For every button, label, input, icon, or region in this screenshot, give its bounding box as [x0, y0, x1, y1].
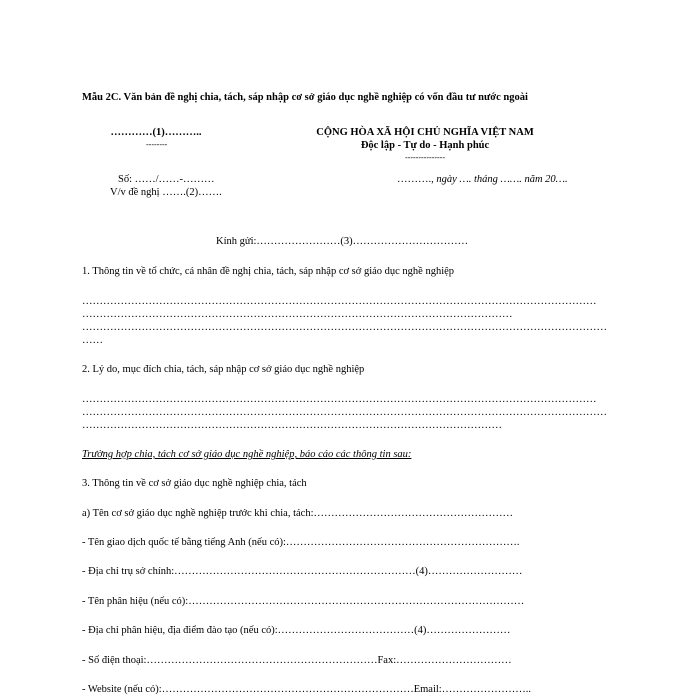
organization-underline: --------	[146, 140, 168, 149]
section-2-dots-line: …………………………………………………………………………………………………………	[82, 420, 502, 431]
section-1-heading: 1. Thông tin về tổ chức, cá nhân đề nghị chia, tách, sáp nhập cơ sở giáo dục nghề nghiệp	[82, 266, 455, 277]
section-1-dots-line: ……	[82, 335, 103, 346]
section-3-item: - Tên phân hiệu (nếu có):……………………………………………………………………………………	[82, 596, 525, 607]
organization-placeholder: …………(1)………..	[110, 127, 202, 138]
section-2-heading: 2. Lý do, mục đích chia, tách, sáp nhập cơ sở giáo dục nghề nghiệp	[82, 364, 365, 375]
place-date	[397, 173, 568, 186]
section-1-dots-line: ……………………………………………………………………………………………………………………………………	[82, 322, 607, 333]
section-3-item: - Địa chỉ trụ sở chính:……………………………………………………………(4)………………………	[82, 566, 523, 577]
document-number: Số: ……/……-………	[118, 174, 215, 185]
document-title: Mẫu 2C. Văn bản đề nghị chia, tách, sáp nhập cơ sở giáo dục nghề nghiệp có vốn đầu tư nước ngoài	[82, 92, 528, 103]
section-3-heading: 3. Thông tin về cơ sở giáo dục nghề nghiệp chia, tách	[82, 478, 307, 489]
section-3-item: - Địa chỉ phân hiệu, địa điểm đào tạo (nếu có):…………………………………(4)……………………	[82, 625, 511, 636]
section-3-item: - Số điện thoại:…………………………………………………………Fax:……………………………	[82, 655, 512, 666]
document-subject: V/v đề nghị …….(2)…….	[110, 187, 222, 198]
section-1-dots-line: ……………………………………………………………………………………………………………	[82, 309, 513, 320]
section-3-item: - Website (nếu có):………………………………………………………………Email:……………………..	[82, 684, 531, 695]
section-3-item: a) Tên cơ sở giáo dục nghề nghiệp trước khi chia, tách:…………………………………………………	[82, 508, 513, 519]
split-case-note: Trường hợp chia, tách cơ sở giáo dục nghề nghiệp, báo cáo các thông tin sau:	[82, 449, 412, 460]
place-placeholder: ……….,	[397, 174, 437, 185]
national-motto: Độc lập - Tự do - Hạnh phúc	[360, 140, 490, 151]
section-1-dots-line: …………………………………………………………………………………………………………………………………	[82, 296, 597, 307]
national-title: CỘNG HÒA XÃ HỘI CHỦ NGHĨA VIỆT NAM	[316, 127, 534, 138]
section-3-item: - Tên giao dịch quốc tế bằng tiếng Anh (nếu có):………………………………………………………….	[82, 537, 520, 548]
section-2-dots-line: ……………………………………………………………………………………………………………………………………	[82, 407, 607, 418]
motto-underline: ---------------	[405, 153, 445, 162]
section-2-dots-line: …………………………………………………………………………………………………………………………………	[82, 394, 597, 405]
date-placeholder: ngày …. tháng ……. năm 20….	[436, 174, 568, 185]
recipient-line: Kính gửi:……………………(3)……………………………	[216, 236, 469, 247]
